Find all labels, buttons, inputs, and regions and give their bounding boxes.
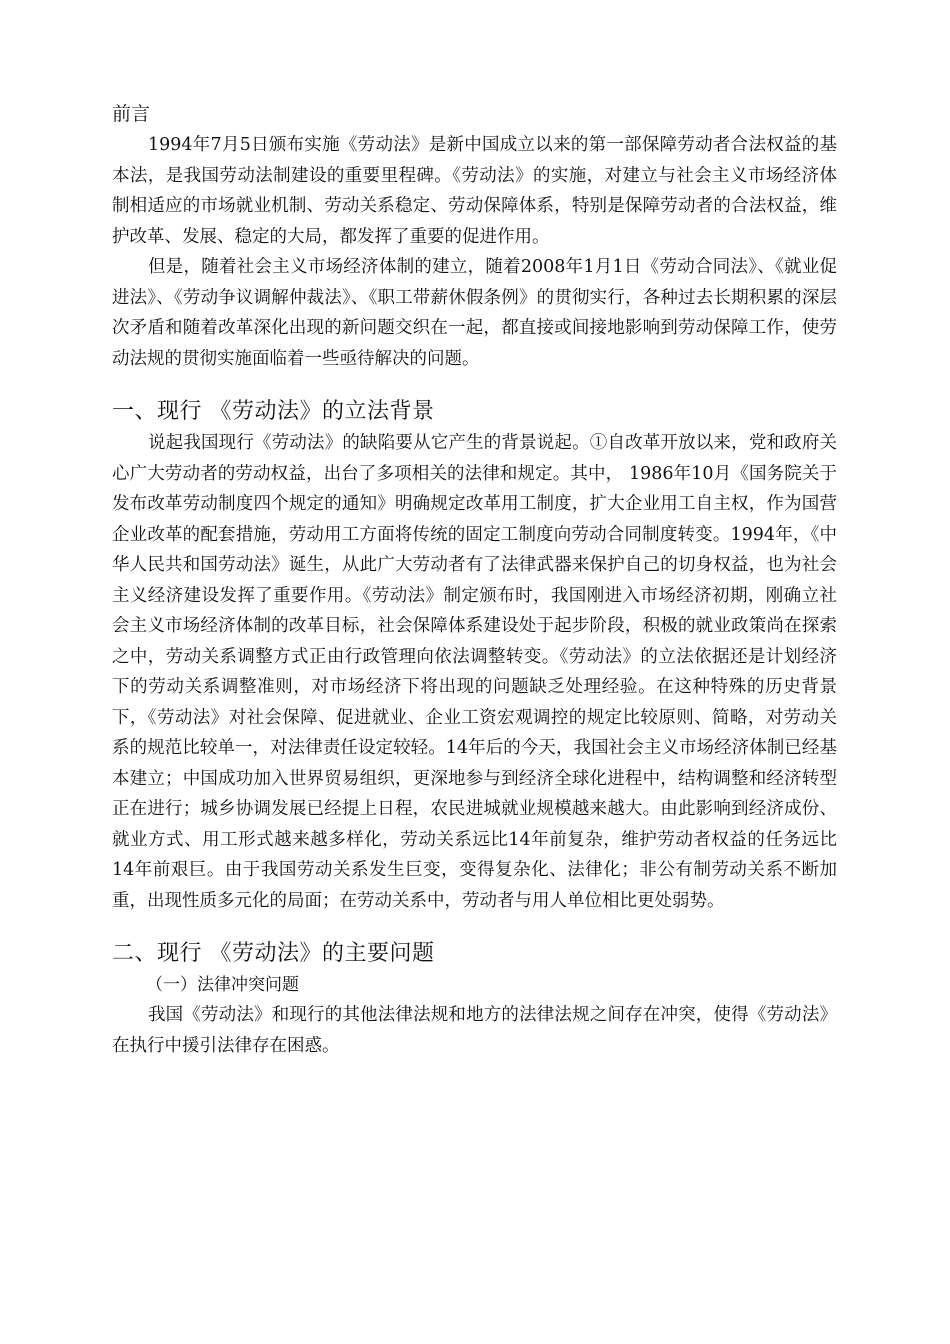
section-2-paragraph-1: 我国《劳动法》和现行的其他法律法规和地方的法律法规之间存在冲突，使得《劳动法》在执行中援引法律存在困惑。	[112, 1005, 837, 1056]
preface-paragraph-1: 1994年7月5日颁布实施《劳动法》是新中国成立以来的第一部保障劳动者合法权益的基本法，是我国劳动法制建设的重要里程碑。《劳动法》的实施，对建立与社会主义市场经济体制相适应的市场就业机制、劳动关系稳定、劳动保障体系，特别是保障劳动者的合法权益，维护改革、发展、稳定的大局，都发挥了重要的促进作用。	[112, 135, 837, 247]
preface-paragraph-2: 但是，随着社会主义市场经济体制的建立，随着2008年1月1日《劳动合同法》、《就业促进法》、《劳动争议调解仲裁法》、《职工带薪休假条例》的贯彻实行，各种过去长期积累的深层次矛盾和随着改革深化出现的新问题交织在一起，都直接或间接地影响到劳动保障工作，使劳动法规的贯彻实施面临着一些亟待解决的问题。	[112, 257, 837, 369]
section-spacer	[112, 916, 837, 938]
section-1-paragraph-1: 说起我国现行《劳动法》的缺陷要从它产生的背景说起。①自改革开放以来，党和政府关心广大劳动者的劳动权益，出台了多项相关的法律和规定。其中， 1986年10月《国务院关于发布改革劳动制度四个规定的通知》明确规定改革用工制度，扩大企业用工自主权，作为国营企业改革的配套措施，劳动用工方面将传统的固定工制度向劳动合同制度转变。1994年，《中华人民共和国劳动法》诞生，从此广大劳动者有了法律武器来保护自己的切身权益，也为社会主义经济建设发挥了重要作用。《劳动法》制定颁布时，我国刚进入市场经济初期，刚确立社会主义市场经济体制的改革目标，社会保障体系建设处于起步阶段，积极的就业政策尚在探索之中，劳动关系调整方式正由行政管理向依法调整转变。《劳动法》的立法依据还是计划经济下的劳动关系调整准则，对市场经济下将出现的问题缺乏处理经验。在这种特殊的历史背景下，《劳动法》对社会保障、促进就业、企业工资宏观调控的规定比较原则、简略，对劳动关系的规范比较单一，对法律责任设定较轻。14年后的今天，我国社会主义市场经济体制已经基本建立；中国成功加入世界贸易组织，更深地参与到经济全球化进程中，结构调整和经济转型正在进行；城乡协调发展已经提上日程，农民进城就业规模越来越大。由此影响到经济成份、就业方式、用工形式越来越多样化，劳动关系远比14年前复杂，维护劳动者权益的任务远比14年前艰巨。由于我国劳动关系发生巨变，变得复杂化、法律化；非公有制劳动关系不断加重，出现性质多元化的局面；在劳动关系中，劳动者与用人单位相比更处弱势。	[112, 433, 837, 911]
section-spacer	[112, 374, 837, 396]
document-page	[112, 98, 837, 1061]
section-1-title: 一、现行 《劳动法》的立法背景	[112, 399, 435, 424]
preface-title: 前言	[112, 103, 151, 125]
section-2-title: 二、现行 《劳动法》的主要问题	[112, 941, 435, 966]
subsection-title: （一）法律冲突问题	[146, 975, 299, 995]
